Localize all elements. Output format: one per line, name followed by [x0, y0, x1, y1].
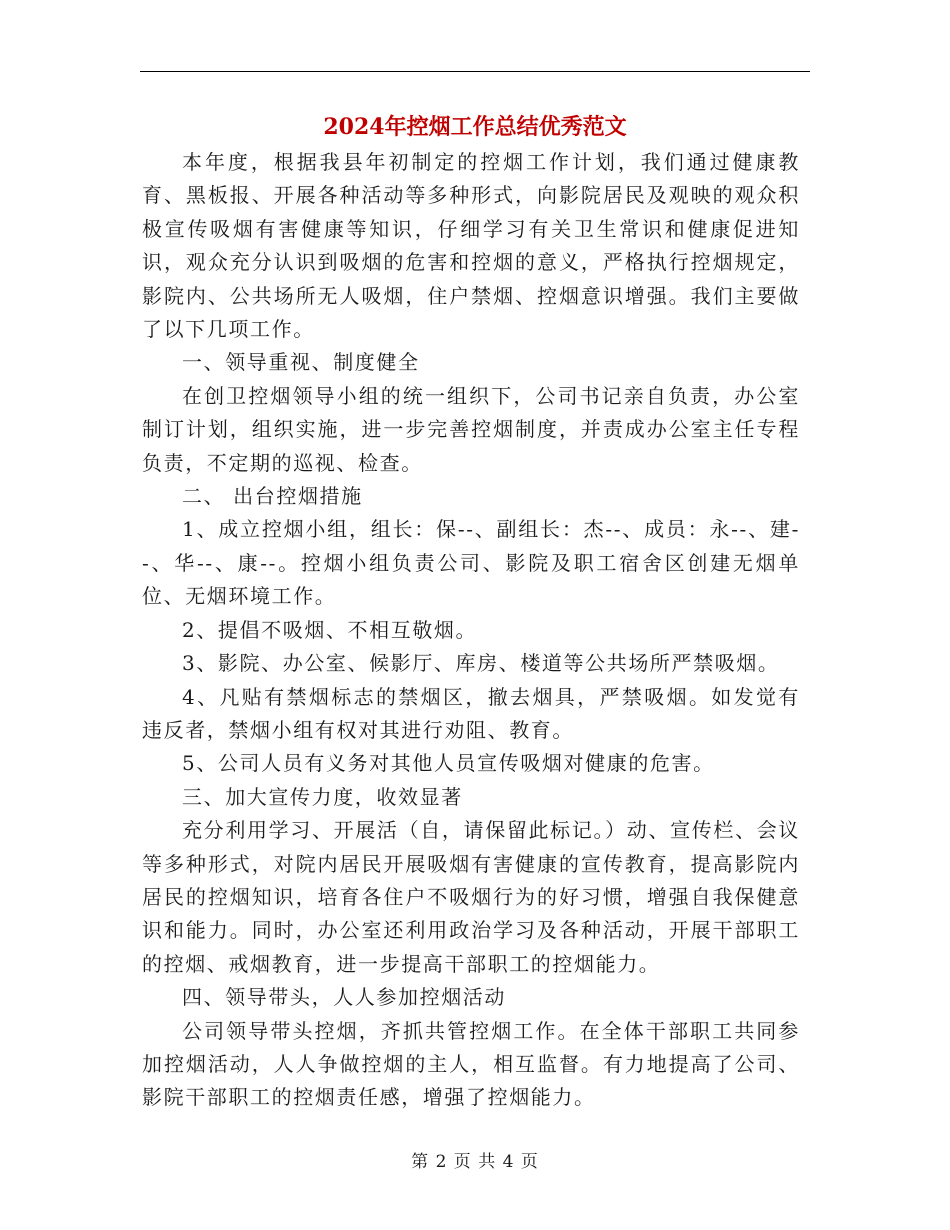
- list-item-1: 1、成立控烟小组，组长：保--、副组长：杰--、成员：永--、建--、华--、康--。控烟小组负责公司、影院及职工宿舍区创建无烟单位、无烟环境工作。: [142, 517, 800, 609]
- page-label-suffix: 页: [520, 1152, 539, 1172]
- section-heading-1: 一、领导重视、制度健全: [182, 350, 420, 375]
- section-heading-4: 四、领导带头，人人参加控烟活动: [182, 985, 506, 1010]
- section-heading-2: 二、 出台控烟措施: [182, 484, 363, 509]
- list-item-2: 2、提倡不吸烟、不相互敬烟。: [182, 617, 478, 642]
- document-title: 2024年控烟工作总结优秀范文: [323, 114, 627, 140]
- section-heading-3: 三、加大宣传力度，收效显著: [182, 784, 463, 809]
- header-rule: [140, 71, 810, 72]
- page-label-prefix: 第: [411, 1152, 430, 1172]
- paragraph-section-3: 充分利用学习、开展活（自，请保留此标记。）动、宣传栏、会议等多种形式，对院内居民开展吸烟有害健康的宣传教育，提高影院内居民的控烟知识，培育各住户不吸烟行为的好习惯，增强自我保健意识和能力。同时，办公室还利用政治学习及各种活动，开展干部职工的控烟、戒烟教育，进一步提高干部职工的控烟能力。: [142, 818, 800, 976]
- current-page-number: 2: [435, 1152, 448, 1172]
- list-item-4: 4、凡贴有禁烟标志的禁烟区，撤去烟具，严禁吸烟。如发觉有违反者，禁烟小组有权对其进行劝阻、教育。: [142, 684, 800, 742]
- list-item-3: 3、影院、办公室、候影厅、库房、楼道等公共场所严禁吸烟。: [182, 651, 780, 676]
- page-footer: [0, 1150, 950, 1174]
- document-body: [142, 146, 800, 1115]
- paragraph-intro: 本年度，根据我县年初制定的控烟工作计划，我们通过健康教育、黑板报、开展各种活动等多种形式，向影院居民及观映的观众积极宣传吸烟有害健康等知识，仔细学习有关卫生常识和健康促进知识，观众充分认识到吸烟的危害和控烟的意义，严格执行控烟规定，影院内、公共场所无人吸烟，住户禁烟、控烟意识增强。我们主要做了以下几项工作。: [142, 150, 800, 342]
- total-pages-number: 4: [502, 1152, 515, 1172]
- paragraph-section-4: 公司领导带头控烟，齐抓共管控烟工作。在全体干部职工共同参加控烟活动，人人争做控烟的主人，相互监督。有力地提高了公司、影院干部职工的控烟责任感，增强了控烟能力。: [142, 1018, 800, 1110]
- page-label-mid: 页 共: [453, 1152, 497, 1172]
- paragraph-section-1: 在创卫控烟领导小组的统一组织下，公司书记亲自负责，办公室制订计划，组织实施，进一步完善控烟制度，并责成办公室主任专程负责，不定期的巡视、检查。: [142, 383, 800, 475]
- list-item-5: 5、公司人员有义务对其他人员宣传吸烟对健康的危害。: [182, 751, 715, 776]
